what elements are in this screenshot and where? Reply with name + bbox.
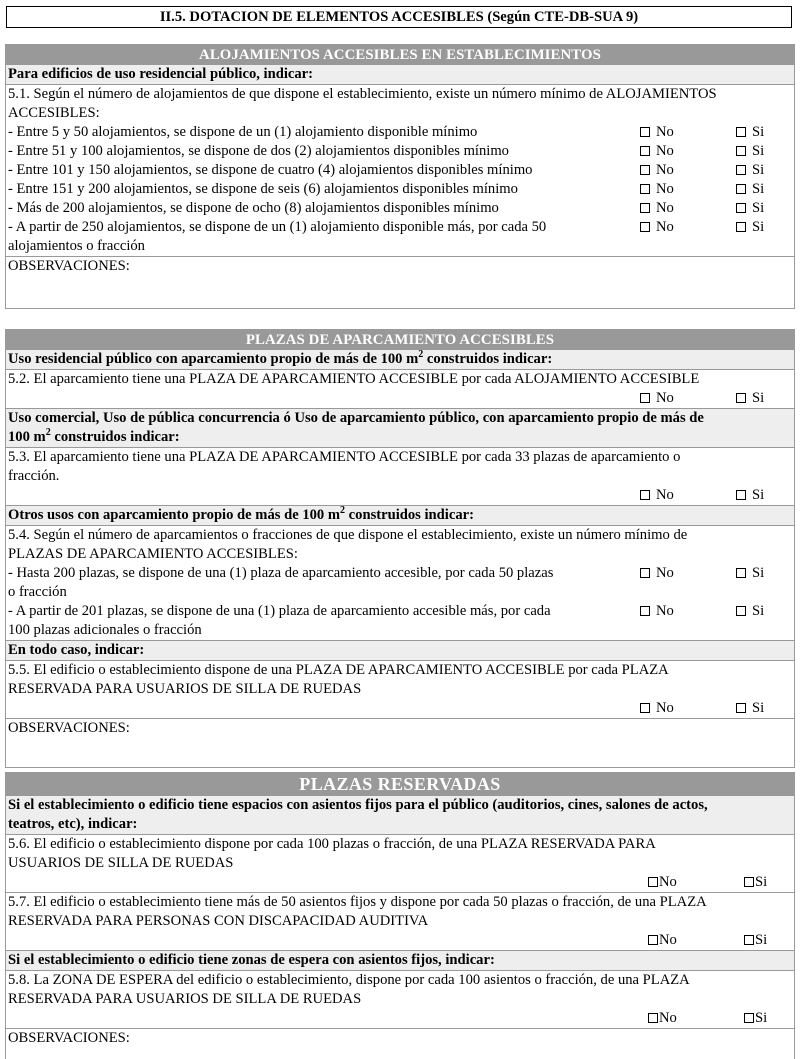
- no-checkbox[interactable]: [640, 199, 674, 218]
- option-row: [8, 218, 792, 256]
- si-label: Si: [752, 181, 765, 197]
- subsection-text: Otros usos con aparcamiento propio de más de 100 m: [8, 507, 341, 523]
- no-checkbox[interactable]: [640, 699, 674, 718]
- no-label: No: [656, 124, 674, 140]
- checkbox-icon: [640, 184, 650, 194]
- question-5-7: [6, 893, 794, 951]
- question-text: 5.5. El edificio o establecimiento dispone de una PLAZA DE APARCAMIENTO ACCESIBLE por cada PLAZA: [8, 662, 669, 678]
- checkbox-icon: [736, 222, 746, 232]
- checkbox-icon: [640, 703, 650, 713]
- si-checkbox[interactable]: [736, 564, 764, 583]
- question-5-1: [6, 85, 794, 257]
- option-text: - Entre 5 y 50 alojamientos, se dispone de un (1) alojamiento disponible mínimo: [8, 124, 478, 140]
- si-checkbox[interactable]: [736, 389, 764, 408]
- question-text: 5.1. Según el número de alojamientos de que dispone el establecimiento, existe un número mínimo de ALOJAMIENTOS: [8, 86, 717, 102]
- checkbox-icon: [744, 877, 754, 887]
- checkbox-icon: [648, 935, 658, 945]
- section-reservadas: [5, 772, 795, 1059]
- subsection-text: construidos indicar:: [345, 507, 474, 523]
- option-text: - A partir de 201 plazas, se dispone de una (1) plaza de aparcamiento accesible más, por cada: [8, 603, 551, 619]
- checkbox-icon: [640, 490, 650, 500]
- no-checkbox[interactable]: [640, 161, 674, 180]
- question-text: USUARIOS DE SILLA DE RUEDAS: [8, 855, 234, 871]
- superscript: 2: [45, 427, 51, 439]
- section-header: ALOJAMIENTOS ACCESIBLES EN ESTABLECIMIENTOS: [6, 45, 794, 64]
- subsection-text: construidos indicar:: [423, 351, 553, 367]
- question-5-3: [6, 448, 794, 506]
- observaciones-field[interactable]: [6, 719, 794, 768]
- si-label: Si: [752, 700, 765, 716]
- subsection-title: En todo caso, indicar:: [6, 641, 794, 661]
- no-label: No: [656, 603, 674, 619]
- si-checkbox[interactable]: [744, 1009, 767, 1028]
- checkbox-icon: [736, 184, 746, 194]
- si-checkbox[interactable]: [736, 180, 764, 199]
- option-row: [8, 142, 792, 161]
- question-5-5: [6, 661, 794, 719]
- si-checkbox[interactable]: [736, 486, 764, 505]
- option-row: [8, 180, 792, 199]
- subsection-title: [6, 795, 794, 835]
- option-text: - Hasta 200 plazas, se dispone de una (1) plaza de aparcamiento accesible, por cada 50 plazas: [8, 565, 554, 581]
- page-title: II.5. DOTACION DE ELEMENTOS ACCESIBLES (Según CTE-DB-SUA 9): [6, 6, 792, 28]
- option-text: - A partir de 250 alojamientos, se dispone de un (1) alojamiento disponible más, por cada 50: [8, 219, 547, 235]
- checkbox-icon: [736, 165, 746, 175]
- checkbox-icon: [736, 146, 746, 156]
- subsection-text: Si el establecimiento o edificio tiene espacios con asientos fijos para el público (auditorios, cines, salones de actos,: [8, 797, 708, 813]
- no-label: No: [656, 200, 674, 216]
- no-label: No: [656, 162, 674, 178]
- si-label: Si: [752, 200, 765, 216]
- subsection-title: Para edificios de uso residencial público, indicar:: [6, 64, 794, 85]
- si-label: Si: [752, 565, 765, 581]
- no-checkbox[interactable]: [640, 142, 674, 161]
- question-text: 5.6. El edificio o establecimiento dispone por cada 100 plazas o fracción, de una PLAZA RESERVADA PARA: [8, 836, 656, 852]
- checkbox-icon: [736, 490, 746, 500]
- no-checkbox[interactable]: [648, 931, 677, 950]
- checkbox-icon: [640, 203, 650, 213]
- checkbox-icon: [744, 935, 754, 945]
- no-checkbox[interactable]: [648, 873, 677, 892]
- question-text: 5.8. La ZONA DE ESPERA del edificio o establecimiento, dispone por cada 100 asientos o fracción, de una PLAZA: [8, 972, 690, 988]
- no-checkbox[interactable]: [640, 218, 674, 237]
- option-text: 100 plazas adicionales o fracción: [8, 622, 202, 638]
- si-checkbox[interactable]: [736, 123, 764, 142]
- no-label: No: [656, 390, 674, 406]
- no-checkbox[interactable]: [640, 180, 674, 199]
- option-text: o fracción: [8, 584, 67, 600]
- option-text: alojamientos o fracción: [8, 238, 145, 254]
- si-label: Si: [755, 874, 768, 890]
- no-label: No: [656, 487, 674, 503]
- no-checkbox[interactable]: [640, 602, 674, 621]
- question-text: 5.7. El edificio o establecimiento tiene más de 50 asientos fijos y dispone por cada 50 plazas o fracción, de una PLAZA: [8, 894, 707, 910]
- no-checkbox[interactable]: [640, 389, 674, 408]
- si-checkbox[interactable]: [736, 142, 764, 161]
- si-label: Si: [752, 162, 765, 178]
- no-label: No: [656, 143, 674, 159]
- section-aparcamiento: [5, 329, 795, 768]
- checkbox-icon: [736, 568, 746, 578]
- si-checkbox[interactable]: [736, 699, 764, 718]
- no-label: No: [659, 932, 677, 948]
- si-label: Si: [752, 143, 765, 159]
- option-row: [8, 161, 792, 180]
- option-text: - Entre 51 y 100 alojamientos, se dispone de dos (2) alojamientos disponibles mínimo: [8, 143, 509, 159]
- no-label: No: [656, 219, 674, 235]
- question-text: 5.3. El aparcamiento tiene una PLAZA DE APARCAMIENTO ACCESIBLE por cada 33 plazas de aparcamiento o: [8, 449, 681, 465]
- subsection-text: construidos indicar:: [50, 429, 180, 445]
- si-checkbox[interactable]: [736, 602, 764, 621]
- checkbox-icon: [640, 127, 650, 137]
- question-5-8: [6, 971, 794, 1029]
- no-label: No: [656, 700, 674, 716]
- observaciones-field[interactable]: [6, 257, 794, 309]
- question-text: ACCESIBLES:: [8, 105, 100, 121]
- observaciones-label: OBSERVACIONES:: [8, 720, 130, 736]
- si-label: Si: [752, 124, 765, 140]
- subsection-text: 100 m: [8, 429, 46, 445]
- subsection-title: [6, 506, 794, 526]
- checkbox-icon: [736, 703, 746, 713]
- option-text: - Entre 101 y 150 alojamientos, se dispone de cuatro (4) alojamientos disponibles mínimo: [8, 162, 533, 178]
- superscript: 2: [418, 349, 424, 361]
- question-text: RESERVADA PARA PERSONAS CON DISCAPACIDAD AUDITIVA: [8, 913, 429, 929]
- checkbox-icon: [736, 203, 746, 213]
- checkbox-icon: [648, 1013, 658, 1023]
- subsection-text: Uso comercial, Uso de pública concurrencia ó Uso de aparcamiento público, con aparcamiento propio de más de: [8, 410, 704, 426]
- question-5-4: [6, 526, 794, 641]
- checkbox-icon: [648, 877, 658, 887]
- section-header: PLAZAS RESERVADAS: [6, 773, 794, 795]
- question-text: fracción.: [8, 468, 60, 484]
- si-label: Si: [755, 1010, 768, 1026]
- section-header: PLAZAS DE APARCAMIENTO ACCESIBLES: [6, 330, 794, 349]
- no-checkbox[interactable]: [640, 123, 674, 142]
- si-checkbox[interactable]: [736, 218, 764, 237]
- no-checkbox[interactable]: [648, 1009, 677, 1028]
- checkbox-icon: [640, 222, 650, 232]
- no-checkbox[interactable]: [640, 564, 674, 583]
- si-checkbox[interactable]: [744, 873, 767, 892]
- question-5-6: [6, 835, 794, 893]
- question-text: 5.4. Según el número de aparcamientos o fracciones de que dispone el establecimiento, existe un número mínimo de: [8, 527, 688, 543]
- subsection-text: Uso residencial público con aparcamiento propio de más de 100 m: [8, 351, 419, 367]
- subsection-text: teatros, etc), indicar:: [8, 816, 138, 832]
- section-alojamientos: [5, 44, 795, 309]
- option-row: [8, 602, 792, 640]
- si-label: Si: [752, 487, 765, 503]
- question-text: RESERVADA PARA USUARIOS DE SILLA DE RUEDAS: [8, 991, 362, 1007]
- subsection-title: [6, 349, 794, 370]
- si-checkbox[interactable]: [736, 161, 764, 180]
- subsection-title: [6, 409, 794, 448]
- question-text: 5.2. El aparcamiento tiene una PLAZA DE APARCAMIENTO ACCESIBLE por cada ALOJAMIENTO ACCESIBLE: [8, 371, 700, 387]
- si-checkbox[interactable]: [736, 199, 764, 218]
- question-5-2: [6, 370, 794, 409]
- checkbox-icon: [640, 165, 650, 175]
- option-row: [8, 564, 792, 602]
- no-label: No: [659, 1010, 677, 1026]
- no-label: No: [656, 565, 674, 581]
- no-label: No: [659, 874, 677, 890]
- checkbox-icon: [640, 146, 650, 156]
- checkbox-icon: [744, 1013, 754, 1023]
- si-checkbox[interactable]: [744, 931, 767, 950]
- option-text: - Más de 200 alojamientos, se dispone de ocho (8) alojamientos disponibles mínimo: [8, 200, 499, 216]
- no-checkbox[interactable]: [640, 486, 674, 505]
- observaciones-label: OBSERVACIONES:: [8, 1030, 130, 1046]
- checkbox-icon: [640, 606, 650, 616]
- si-label: Si: [752, 390, 765, 406]
- option-row: [8, 123, 792, 142]
- subsection-title: Si el establecimiento o edificio tiene zonas de espera con asientos fijos, indicar:: [6, 951, 794, 971]
- question-text: PLAZAS DE APARCAMIENTO ACCESIBLES:: [8, 546, 298, 562]
- checkbox-icon: [736, 127, 746, 137]
- superscript: 2: [340, 505, 346, 517]
- si-label: Si: [755, 932, 768, 948]
- checkbox-icon: [640, 568, 650, 578]
- option-text: - Entre 151 y 200 alojamientos, se dispone de seis (6) alojamientos disponibles mínimo: [8, 181, 518, 197]
- observaciones-label: OBSERVACIONES:: [8, 258, 130, 274]
- checkbox-icon: [736, 393, 746, 403]
- checkbox-icon: [736, 606, 746, 616]
- si-label: Si: [752, 603, 765, 619]
- checkbox-icon: [640, 393, 650, 403]
- question-text: RESERVADA PARA USUARIOS DE SILLA DE RUEDAS: [8, 681, 362, 697]
- no-label: No: [656, 181, 674, 197]
- si-label: Si: [752, 219, 765, 235]
- option-row: [8, 199, 792, 218]
